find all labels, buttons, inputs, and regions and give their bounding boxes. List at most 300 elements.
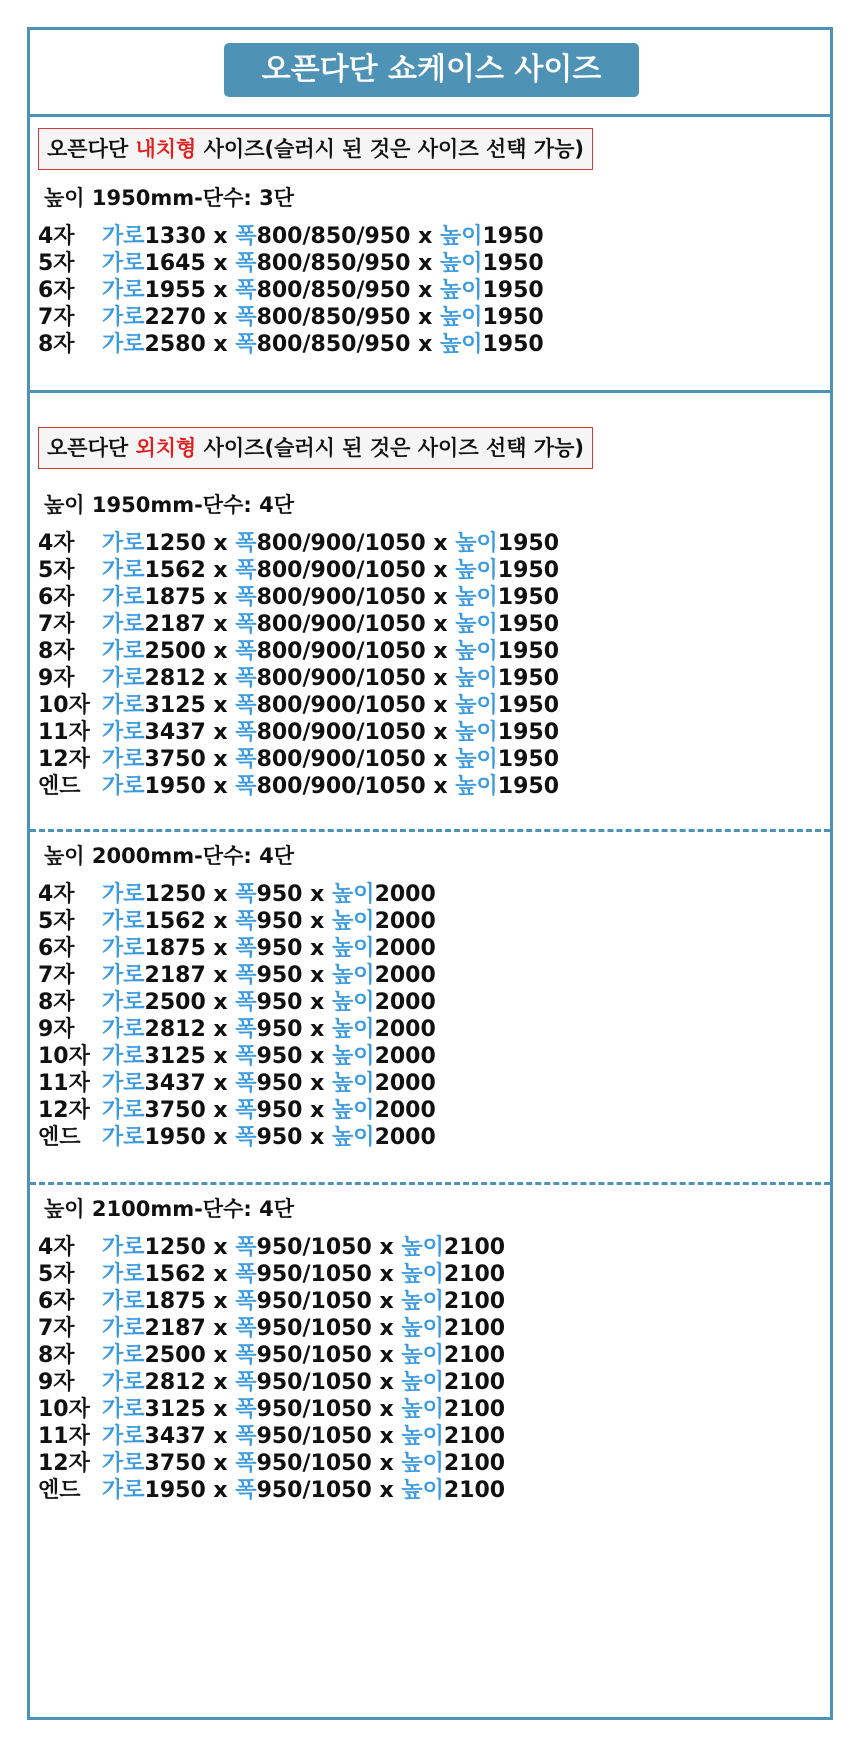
size-row	[38, 223, 544, 250]
height-label: 높이	[455, 585, 498, 610]
depth-value: 950/1050	[256, 1424, 372, 1449]
width-label: 가로	[102, 936, 145, 961]
times-sign: x	[310, 963, 325, 988]
depth-label: 폭	[235, 332, 257, 357]
times-sign: x	[213, 882, 228, 907]
size-row	[38, 935, 436, 962]
size-row	[38, 1288, 505, 1315]
height-value: 1950	[497, 639, 560, 664]
size-row	[38, 962, 436, 989]
height-label: 높이	[439, 305, 483, 330]
height-label: 높이	[455, 639, 498, 664]
width-value: 1250	[144, 531, 206, 556]
width-value: 1875	[144, 1289, 206, 1314]
depth-label: 폭	[235, 305, 257, 330]
height-value: 2000	[374, 1098, 436, 1123]
depth-value: 950/1050	[256, 1316, 372, 1341]
times-sign: x	[213, 774, 228, 799]
times-sign: x	[310, 882, 325, 907]
size-name: 7자	[38, 305, 75, 330]
height-value: 2100	[443, 1289, 506, 1314]
width-label: 가로	[102, 909, 145, 934]
width-value: 2187	[144, 612, 206, 637]
section-header	[38, 128, 593, 170]
depth-label: 폭	[235, 1343, 257, 1368]
size-row	[38, 665, 559, 692]
width-label: 가로	[102, 1235, 145, 1260]
times-sign: x	[310, 1098, 325, 1123]
height-label: 높이	[401, 1235, 444, 1260]
width-value: 3437	[144, 720, 206, 745]
times-sign: x	[213, 1343, 228, 1368]
size-name: 7자	[38, 963, 75, 988]
times-sign: x	[213, 666, 228, 691]
times-sign: x	[433, 612, 448, 637]
times-sign: x	[310, 1044, 325, 1069]
width-label: 가로	[102, 224, 145, 249]
height-label: 높이	[332, 963, 375, 988]
height-value: 2100	[443, 1262, 506, 1287]
width-value: 1950	[144, 1125, 206, 1150]
depth-label: 폭	[235, 639, 257, 664]
depth-value: 950/1050	[256, 1235, 372, 1260]
size-row	[38, 773, 559, 800]
times-sign: x	[379, 1370, 394, 1395]
height-label: 높이	[455, 531, 498, 556]
size-name: 8자	[38, 332, 75, 357]
depth-value: 800/850/950	[256, 251, 411, 276]
times-sign: x	[418, 332, 433, 357]
depth-label: 폭	[235, 990, 257, 1015]
times-sign: x	[379, 1343, 394, 1368]
height-label: 높이	[401, 1451, 444, 1476]
height-label: 높이	[332, 990, 375, 1015]
depth-label: 폭	[235, 1316, 257, 1341]
size-row	[38, 1016, 436, 1043]
width-value: 1955	[144, 278, 206, 303]
depth-label: 폭	[235, 1397, 257, 1422]
times-sign: x	[433, 531, 448, 556]
size-name: 엔드	[38, 774, 81, 799]
depth-value: 800/900/1050	[256, 720, 426, 745]
height-value: 2000	[374, 990, 436, 1015]
height-label: 높이	[439, 251, 483, 276]
height-value: 1950	[497, 666, 560, 691]
height-label: 높이	[332, 1071, 375, 1096]
depth-value: 950	[256, 963, 303, 988]
width-label: 가로	[102, 1289, 145, 1314]
size-name: 5자	[38, 1262, 75, 1287]
width-value: 3125	[144, 1397, 206, 1422]
width-value: 2812	[144, 1370, 206, 1395]
size-name: 11자	[38, 1071, 90, 1096]
depth-label: 폭	[235, 1262, 257, 1287]
height-value: 2100	[443, 1343, 506, 1368]
depth-label: 폭	[235, 1424, 257, 1449]
size-name: 6자	[38, 278, 75, 303]
size-row	[38, 1450, 505, 1477]
size-row	[38, 1234, 505, 1261]
times-sign: x	[213, 1017, 228, 1042]
depth-label: 폭	[235, 1044, 257, 1069]
width-label: 가로	[102, 1071, 145, 1096]
depth-value: 950/1050	[256, 1478, 372, 1503]
times-sign: x	[379, 1262, 394, 1287]
size-name: 4자	[38, 882, 75, 907]
size-name: 11자	[38, 1424, 90, 1449]
height-label: 높이	[332, 1098, 375, 1123]
height-value: 2000	[374, 936, 436, 961]
depth-value: 800/850/950	[256, 224, 411, 249]
height-value: 2000	[374, 1071, 436, 1096]
width-label: 가로	[102, 1125, 145, 1150]
times-sign: x	[213, 612, 228, 637]
times-sign: x	[213, 1125, 228, 1150]
size-name: 8자	[38, 639, 75, 664]
depth-value: 800/850/950	[256, 332, 411, 357]
times-sign: x	[418, 251, 433, 276]
height-label: 높이	[401, 1262, 444, 1287]
height-value: 2100	[443, 1397, 506, 1422]
depth-label: 폭	[235, 531, 257, 556]
size-name: 엔드	[38, 1125, 81, 1150]
depth-value: 950/1050	[256, 1343, 372, 1368]
depth-value: 800/900/1050	[256, 558, 426, 583]
times-sign: x	[433, 639, 448, 664]
height-label: 높이	[455, 747, 498, 772]
times-sign: x	[433, 720, 448, 745]
times-sign: x	[213, 1289, 228, 1314]
depth-value: 800/900/1050	[256, 612, 426, 637]
depth-label: 폭	[235, 882, 257, 907]
size-row	[38, 1477, 505, 1504]
width-value: 1950	[144, 1478, 206, 1503]
depth-label: 폭	[235, 693, 257, 718]
width-value: 2270	[144, 305, 206, 330]
height-value: 1950	[497, 612, 560, 637]
width-label: 가로	[102, 1017, 145, 1042]
width-label: 가로	[102, 720, 145, 745]
height-value: 1950	[497, 720, 560, 745]
size-list	[38, 1234, 505, 1504]
width-label: 가로	[102, 990, 145, 1015]
section-header-prefix: 오픈다단	[47, 436, 136, 460]
times-sign: x	[213, 1424, 228, 1449]
section-header-note: 사이즈(슬러시 된 것은 사이즈 선택 가능)	[196, 436, 584, 460]
times-sign: x	[310, 1071, 325, 1096]
width-label: 가로	[102, 531, 145, 556]
width-label: 가로	[102, 332, 145, 357]
height-value: 2000	[374, 1044, 436, 1069]
height-value: 2100	[443, 1370, 506, 1395]
group-subheader: 높이 2100mm-단수: 4단	[44, 1197, 294, 1221]
size-name: 9자	[38, 1370, 75, 1395]
depth-value: 800/900/1050	[256, 774, 426, 799]
times-sign: x	[433, 774, 448, 799]
times-sign: x	[418, 224, 433, 249]
depth-label: 폭	[235, 278, 257, 303]
width-value: 1950	[144, 774, 206, 799]
times-sign: x	[213, 1451, 228, 1476]
times-sign: x	[379, 1289, 394, 1314]
times-sign: x	[213, 693, 228, 718]
height-label: 높이	[401, 1343, 444, 1368]
times-sign: x	[310, 936, 325, 961]
height-value: 2100	[443, 1451, 506, 1476]
times-sign: x	[213, 1044, 228, 1069]
height-value: 1950	[482, 251, 544, 276]
times-sign: x	[433, 693, 448, 718]
height-value: 2000	[374, 909, 436, 934]
times-sign: x	[213, 909, 228, 934]
size-row	[38, 908, 436, 935]
height-label: 높이	[332, 882, 375, 907]
times-sign: x	[213, 747, 228, 772]
width-value: 3750	[144, 1451, 206, 1476]
size-name: 10자	[38, 1044, 90, 1069]
size-row	[38, 746, 559, 773]
height-label: 높이	[401, 1478, 444, 1503]
depth-label: 폭	[235, 1017, 257, 1042]
height-label: 높이	[455, 666, 498, 691]
height-value: 2100	[443, 1316, 506, 1341]
height-value: 1950	[497, 747, 560, 772]
height-label: 높이	[439, 278, 483, 303]
group-subheader: 높이 2000mm-단수: 4단	[44, 844, 294, 868]
times-sign: x	[310, 990, 325, 1015]
depth-label: 폭	[235, 936, 257, 961]
page-title: 오픈다단 쇼케이스 사이즈	[224, 43, 639, 97]
height-label: 높이	[455, 612, 498, 637]
group-subheader: 높이 1950mm-단수: 4단	[44, 493, 294, 517]
times-sign: x	[213, 1098, 228, 1123]
times-sign: x	[213, 1478, 228, 1503]
depth-value: 800/900/1050	[256, 585, 426, 610]
size-name: 10자	[38, 693, 90, 718]
section-header-type: 외치형	[135, 436, 197, 460]
size-name: 7자	[38, 612, 75, 637]
size-row	[38, 557, 559, 584]
depth-value: 950/1050	[256, 1289, 372, 1314]
height-value: 2100	[443, 1235, 506, 1260]
depth-label: 폭	[235, 1071, 257, 1096]
depth-label: 폭	[235, 1370, 257, 1395]
height-label: 높이	[439, 332, 483, 357]
section-header-type: 내치형	[135, 137, 197, 161]
size-row	[38, 304, 544, 331]
size-name: 4자	[38, 224, 75, 249]
width-label: 가로	[102, 251, 145, 276]
width-label: 가로	[102, 305, 145, 330]
depth-value: 950	[256, 882, 303, 907]
size-chart-frame	[27, 27, 833, 1720]
size-row	[38, 584, 559, 611]
size-row	[38, 1369, 505, 1396]
times-sign: x	[213, 990, 228, 1015]
width-value: 2812	[144, 1017, 206, 1042]
height-label: 높이	[332, 1044, 375, 1069]
width-label: 가로	[102, 1451, 145, 1476]
depth-value: 950	[256, 1098, 303, 1123]
size-list	[38, 223, 544, 358]
depth-label: 폭	[235, 666, 257, 691]
height-value: 1950	[482, 332, 544, 357]
width-value: 2580	[144, 332, 206, 357]
size-name: 12자	[38, 1098, 90, 1123]
group-subheader: 높이 1950mm-단수: 3단	[44, 186, 294, 210]
times-sign: x	[379, 1397, 394, 1422]
depth-value: 950	[256, 909, 303, 934]
size-name: 5자	[38, 251, 75, 276]
width-value: 3750	[144, 747, 206, 772]
depth-value: 950	[256, 936, 303, 961]
times-sign: x	[433, 666, 448, 691]
width-value: 1645	[144, 251, 206, 276]
depth-label: 폭	[235, 1289, 257, 1314]
depth-value: 950/1050	[256, 1370, 372, 1395]
size-name: 5자	[38, 558, 75, 583]
width-label: 가로	[102, 963, 145, 988]
height-label: 높이	[401, 1424, 444, 1449]
depth-value: 800/900/1050	[256, 747, 426, 772]
width-label: 가로	[102, 666, 145, 691]
times-sign: x	[379, 1478, 394, 1503]
section-divider	[30, 390, 830, 393]
depth-label: 폭	[235, 251, 257, 276]
width-label: 가로	[102, 1262, 145, 1287]
width-label: 가로	[102, 1098, 145, 1123]
height-value: 1950	[497, 558, 560, 583]
height-label: 높이	[455, 720, 498, 745]
times-sign: x	[433, 585, 448, 610]
width-value: 1250	[144, 1235, 206, 1260]
times-sign: x	[213, 936, 228, 961]
width-value: 1875	[144, 936, 206, 961]
width-label: 가로	[102, 774, 145, 799]
width-value: 3437	[144, 1424, 206, 1449]
size-name: 8자	[38, 1343, 75, 1368]
size-name: 9자	[38, 1017, 75, 1042]
height-label: 높이	[332, 936, 375, 961]
group-divider	[30, 1182, 830, 1185]
section-header-prefix: 오픈다단	[47, 137, 136, 161]
times-sign: x	[433, 558, 448, 583]
size-row	[38, 611, 559, 638]
height-value: 2100	[443, 1478, 506, 1503]
size-name: 6자	[38, 936, 75, 961]
height-label: 높이	[332, 1017, 375, 1042]
height-value: 2000	[374, 1017, 436, 1042]
depth-label: 폭	[235, 1125, 257, 1150]
width-value: 3437	[144, 1071, 206, 1096]
width-value: 1250	[144, 882, 206, 907]
depth-value: 950/1050	[256, 1397, 372, 1422]
times-sign: x	[213, 332, 228, 357]
depth-value: 800/900/1050	[256, 531, 426, 556]
depth-value: 950	[256, 1125, 303, 1150]
depth-label: 폭	[235, 558, 257, 583]
width-label: 가로	[102, 612, 145, 637]
depth-label: 폭	[235, 720, 257, 745]
height-value: 1950	[497, 774, 560, 799]
size-name: 8자	[38, 990, 75, 1015]
width-label: 가로	[102, 639, 145, 664]
times-sign: x	[379, 1316, 394, 1341]
size-name: 9자	[38, 666, 75, 691]
size-row	[38, 1396, 505, 1423]
times-sign: x	[213, 251, 228, 276]
depth-value: 950/1050	[256, 1451, 372, 1476]
depth-label: 폭	[235, 224, 257, 249]
size-name: 7자	[38, 1316, 75, 1341]
depth-value: 950/1050	[256, 1262, 372, 1287]
width-value: 2500	[144, 639, 206, 664]
width-value: 3125	[144, 1044, 206, 1069]
size-row	[38, 989, 436, 1016]
size-name: 12자	[38, 747, 90, 772]
height-label: 높이	[401, 1289, 444, 1314]
height-value: 2000	[374, 1125, 436, 1150]
width-label: 가로	[102, 1044, 145, 1069]
height-value: 1950	[497, 585, 560, 610]
size-name: 10자	[38, 1397, 90, 1422]
size-name: 11자	[38, 720, 90, 745]
times-sign: x	[213, 1316, 228, 1341]
width-value: 1562	[144, 558, 206, 583]
times-sign: x	[310, 909, 325, 934]
title-row	[30, 30, 830, 117]
height-value: 2000	[374, 882, 436, 907]
depth-value: 950	[256, 990, 303, 1015]
height-label: 높이	[401, 1370, 444, 1395]
depth-value: 800/850/950	[256, 305, 411, 330]
times-sign: x	[418, 305, 433, 330]
width-label: 가로	[102, 278, 145, 303]
times-sign: x	[379, 1235, 394, 1260]
width-value: 1562	[144, 909, 206, 934]
times-sign: x	[213, 531, 228, 556]
times-sign: x	[213, 1071, 228, 1096]
height-label: 높이	[401, 1397, 444, 1422]
height-label: 높이	[439, 224, 483, 249]
size-row	[38, 638, 559, 665]
size-row	[38, 881, 436, 908]
width-value: 2500	[144, 990, 206, 1015]
height-label: 높이	[401, 1316, 444, 1341]
width-label: 가로	[102, 1478, 145, 1503]
section-header	[38, 427, 593, 469]
size-name: 6자	[38, 1289, 75, 1314]
size-row	[38, 1097, 436, 1124]
times-sign: x	[310, 1125, 325, 1150]
width-label: 가로	[102, 1370, 145, 1395]
width-label: 가로	[102, 693, 145, 718]
size-row	[38, 1261, 505, 1288]
width-value: 1562	[144, 1262, 206, 1287]
times-sign: x	[213, 963, 228, 988]
depth-value: 800/900/1050	[256, 666, 426, 691]
size-row	[38, 530, 559, 557]
height-value: 1950	[482, 305, 544, 330]
height-value: 2100	[443, 1424, 506, 1449]
times-sign: x	[213, 1235, 228, 1260]
size-row	[38, 1124, 436, 1151]
size-name: 6자	[38, 585, 75, 610]
width-label: 가로	[102, 585, 145, 610]
size-row	[38, 692, 559, 719]
times-sign: x	[213, 639, 228, 664]
height-value: 1950	[482, 278, 544, 303]
